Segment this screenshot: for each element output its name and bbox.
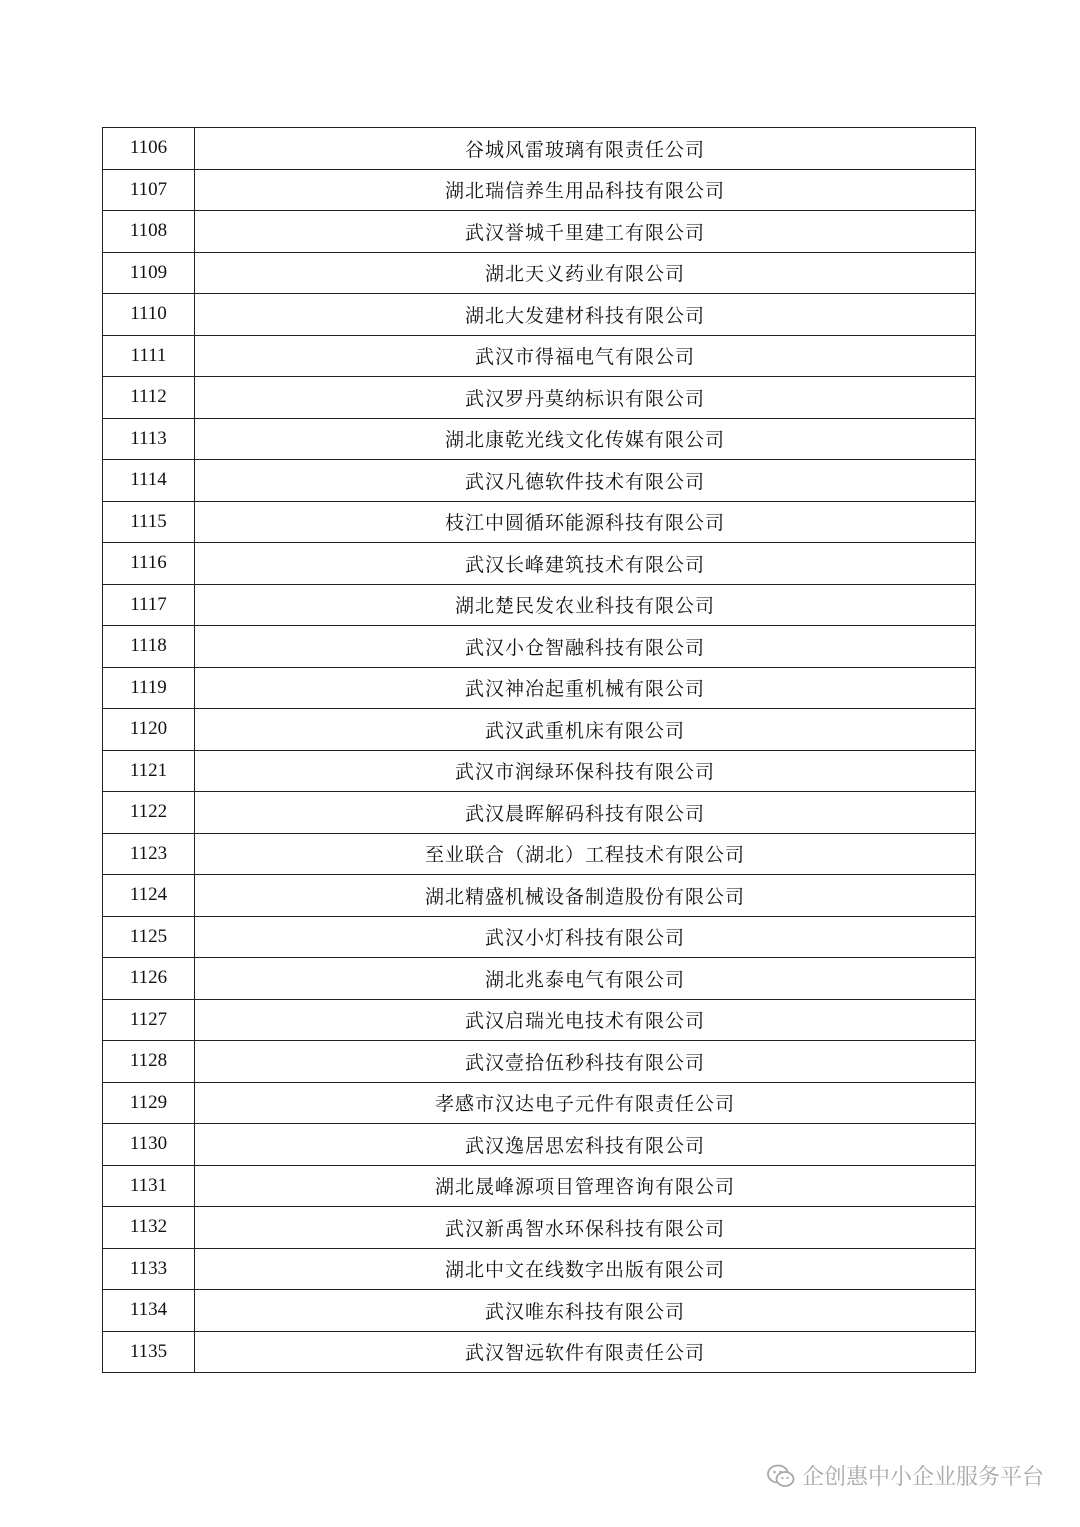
company-name-cell: 湖北大发建材科技有限公司 [195, 294, 976, 336]
table-row [103, 460, 976, 502]
company-name-cell: 武汉逸居思宏科技有限公司 [195, 1124, 976, 1166]
watermark-text: 企创惠中小企业服务平台 [801, 1465, 1044, 1490]
company-name-cell: 武汉长峰建筑技术有限公司 [195, 543, 976, 585]
company-name-cell: 湖北精盛机械设备制造股份有限公司 [195, 875, 976, 917]
row-number-cell: 1125 [103, 916, 195, 958]
row-number-cell: 1108 [103, 211, 195, 253]
company-name-cell: 孝感市汉达电子元件有限责任公司 [195, 1082, 976, 1124]
row-number-cell: 1109 [103, 252, 195, 294]
table-row [103, 1165, 976, 1207]
company-name-cell: 武汉罗丹莫纳标识有限公司 [195, 377, 976, 419]
table-row [103, 1041, 976, 1083]
table-row [103, 543, 976, 585]
table-row [103, 916, 976, 958]
company-name-cell: 武汉新禹智水环保科技有限公司 [195, 1207, 976, 1249]
table-row [103, 1124, 976, 1166]
company-name-cell: 武汉神冶起重机械有限公司 [195, 667, 976, 709]
row-number-cell: 1117 [103, 584, 195, 626]
table-row [103, 667, 976, 709]
table-body [103, 128, 976, 1373]
company-list-table [102, 127, 976, 1373]
row-number-cell: 1135 [103, 1331, 195, 1373]
row-number-cell: 1124 [103, 875, 195, 917]
company-name-cell: 湖北康乾光线文化传媒有限公司 [195, 418, 976, 460]
company-name-cell: 武汉市润绿环保科技有限公司 [195, 750, 976, 792]
table-row [103, 418, 976, 460]
table-row [103, 294, 976, 336]
company-name-cell: 谷城风雷玻璃有限责任公司 [195, 128, 976, 170]
row-number-cell: 1133 [103, 1248, 195, 1290]
table-row [103, 1290, 976, 1332]
company-name-cell: 武汉启瑞光电技术有限公司 [195, 999, 976, 1041]
company-name-cell: 湖北楚民发农业科技有限公司 [195, 584, 976, 626]
row-number-cell: 1115 [103, 501, 195, 543]
company-name-cell: 武汉小仓智融科技有限公司 [195, 626, 976, 668]
wechat-icon [766, 1463, 796, 1489]
row-number-cell: 1127 [103, 999, 195, 1041]
row-number-cell: 1121 [103, 750, 195, 792]
table-row [103, 626, 976, 668]
company-name-cell: 武汉凡德软件技术有限公司 [195, 460, 976, 502]
company-name-cell: 至业联合（湖北）工程技术有限公司 [195, 833, 976, 875]
row-number-cell: 1112 [103, 377, 195, 419]
table-row [103, 211, 976, 253]
row-number-cell: 1118 [103, 626, 195, 668]
table-row [103, 501, 976, 543]
row-number-cell: 1129 [103, 1082, 195, 1124]
company-name-cell: 武汉市得福电气有限公司 [195, 335, 976, 377]
table-row [103, 1082, 976, 1124]
table-row [103, 1331, 976, 1373]
row-number-cell: 1107 [103, 169, 195, 211]
table-row [103, 335, 976, 377]
row-number-cell: 1131 [103, 1165, 195, 1207]
table-row [103, 1207, 976, 1249]
row-number-cell: 1123 [103, 833, 195, 875]
row-number-cell: 1134 [103, 1290, 195, 1332]
company-name-cell: 武汉智远软件有限责任公司 [195, 1331, 976, 1373]
row-number-cell: 1106 [103, 128, 195, 170]
row-number-cell: 1126 [103, 958, 195, 1000]
company-name-cell: 武汉武重机床有限公司 [195, 709, 976, 751]
row-number-cell: 1130 [103, 1124, 195, 1166]
company-name-cell: 武汉壹拾伍秒科技有限公司 [195, 1041, 976, 1083]
table-row [103, 750, 976, 792]
row-number-cell: 1116 [103, 543, 195, 585]
row-number-cell: 1119 [103, 667, 195, 709]
row-number-cell: 1132 [103, 1207, 195, 1249]
row-number-cell: 1122 [103, 792, 195, 834]
company-name-cell: 武汉晨晖解码科技有限公司 [195, 792, 976, 834]
row-number-cell: 1113 [103, 418, 195, 460]
row-number-cell: 1120 [103, 709, 195, 751]
table-row [103, 1248, 976, 1290]
table-row [103, 252, 976, 294]
row-number-cell: 1114 [103, 460, 195, 502]
company-name-cell: 湖北瑞信养生用品科技有限公司 [195, 169, 976, 211]
table-row [103, 128, 976, 170]
watermark [766, 1460, 1044, 1491]
table-row [103, 377, 976, 419]
company-name-cell: 湖北晟峰源项目管理咨询有限公司 [195, 1165, 976, 1207]
table-row [103, 833, 976, 875]
company-name-cell: 湖北兆泰电气有限公司 [195, 958, 976, 1000]
table-row [103, 709, 976, 751]
row-number-cell: 1111 [103, 335, 195, 377]
table-row [103, 875, 976, 917]
company-name-cell: 湖北中文在线数字出版有限公司 [195, 1248, 976, 1290]
company-name-cell: 武汉唯东科技有限公司 [195, 1290, 976, 1332]
company-name-cell: 湖北天义药业有限公司 [195, 252, 976, 294]
company-name-cell: 武汉小灯科技有限公司 [195, 916, 976, 958]
company-name-cell: 枝江中圆循环能源科技有限公司 [195, 501, 976, 543]
table-row [103, 958, 976, 1000]
row-number-cell: 1128 [103, 1041, 195, 1083]
company-name-cell: 武汉誉城千里建工有限公司 [195, 211, 976, 253]
row-number-cell: 1110 [103, 294, 195, 336]
table-row [103, 584, 976, 626]
table-row [103, 792, 976, 834]
table-row [103, 999, 976, 1041]
table-row [103, 169, 976, 211]
